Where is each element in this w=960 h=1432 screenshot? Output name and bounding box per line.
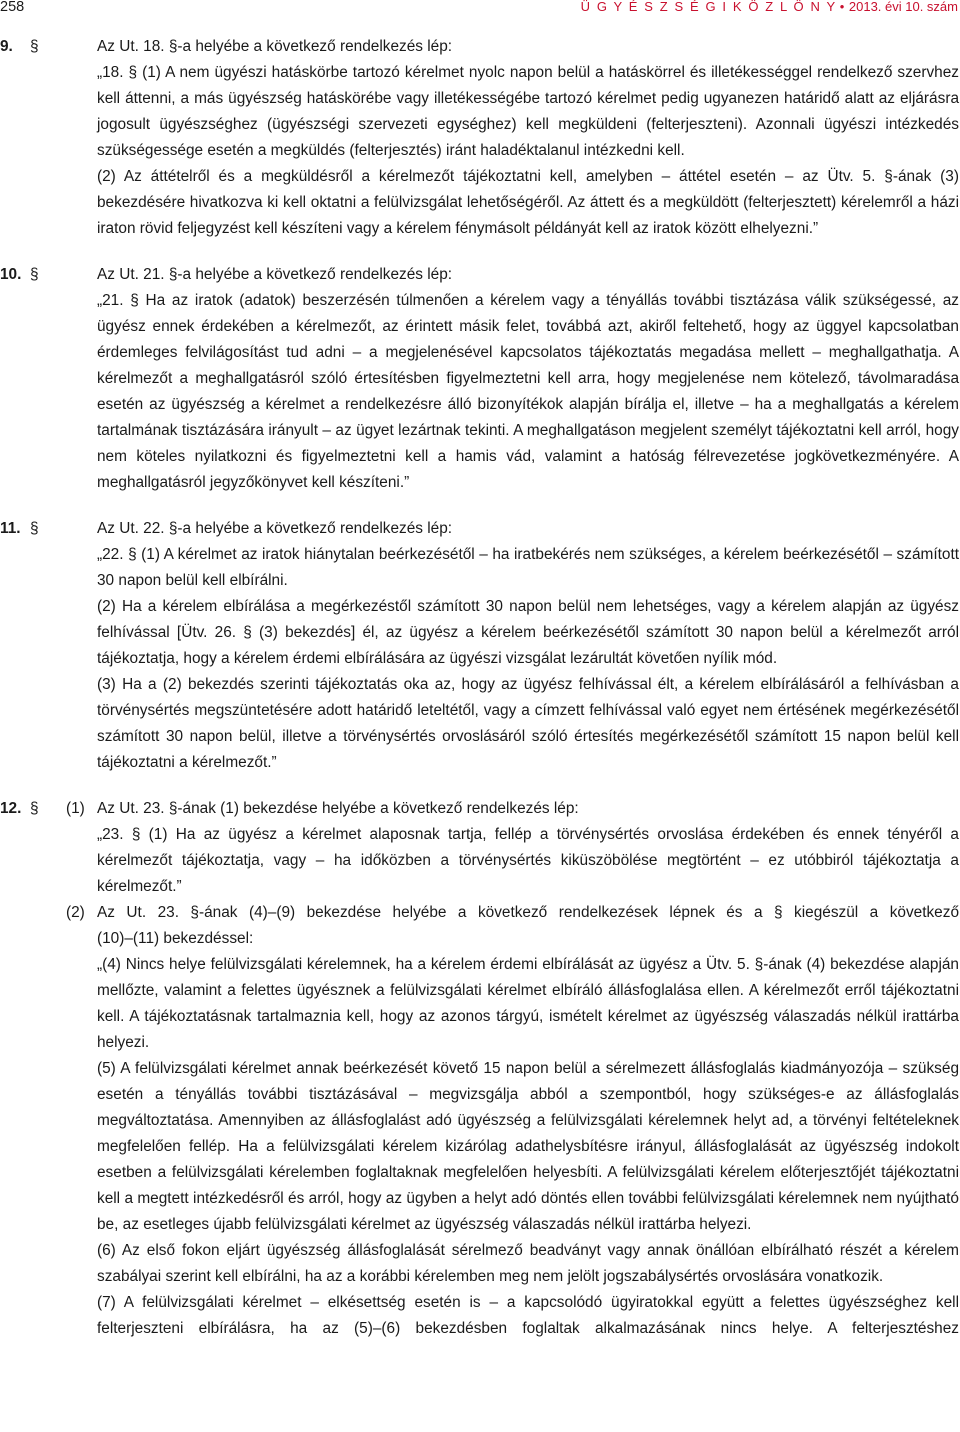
section-12 — [0, 796, 960, 1342]
section-number: 12. — [0, 800, 22, 817]
paragraph: „18. § (1) A nem ügyészi hatáskörbe tartozó kérelmet nyolc napon belül a hatáskörrel és illetékességgel rendelkező szervhez kell áttenni, a más ügyészség hatáskörébe vagy illetékességébe tartozó kérelmet pedig ugyanezen határidő alatt az eljárásra jogosult ügyészséghez (ügyészségi szervezeti egységhez) kell megküldeni (felterjeszteni). Azonnali ügyészi intézkedés szükségessége esetén a megküldés (felterjesztés) iránt haladéktalanul intézkedni kell. — [97, 64, 959, 159]
paragraph: (6) Az első fokon eljárt ügyészség állásfoglalását sérelmező beadványt vagy annak önállóan elbírálható részét a kérelem szabályai szerint kell elbírálni, ha az a korábbi kérelemben meg nem jelölt jogszabálysértés orvoslására vonatkozik. — [97, 1242, 959, 1285]
page-number: 258 — [0, 0, 25, 15]
paragraph: (2) Ha a kérelem elbírálása a megérkezéstől számított 30 napon belül nem lehetséges, vagy a kérelem alapján az ügyész felhívással [Ütv. 26. § (3) bekezdés] él, az ügyész a kérelem beérkezésétől számított 30 napon belül a kérelmezőt arról tájékoztatja, hogy a kérelem érdemi elbírálására az ügyészi vizsgálat lezárultát követően nyílik mód. — [97, 598, 959, 667]
paragraph: „(4) Nincs helye felülvizsgálati kérelemnek, ha a kérelem érdemi elbírálását az ügyész a Ütv. 5. §-ának (4) bekezdése alapján mellőzte, valamint a felettes ügyésznek a felülvizsgálati kérelmet elbíráló állásfoglalása ellen. A kérelmezőt erről tájékoztatni kell. A tájékoztatásnak tartalmaznia kell, hogy az azonos tárgyú, ismételt kérelmet az ügyészség válaszadás nélkül irattárba helyezi. — [97, 956, 959, 1051]
section-sign: § — [30, 800, 39, 817]
issue-label: 2013. évi 10. szám — [848, 0, 958, 14]
paragraph: „22. § (1) A kérelmet az iratok hiánytalan beérkezésétől – ha iratbekérés nem szükséges, a kérelem beérkezésétől – számított 30 napon belül kell elbírálni. — [97, 546, 959, 589]
paragraph: (2) Az áttételről és a megküldésről a kérelmezőt tájékoztatni kell, amelyben – áttétel esetén – az Ütv. 5. §-ának (3) bekezdésére hivatkozva ki kell oktatni a felülvizsgálat lehetőségéről. Az áttett és a megküldött (felterjesztett) kérelemről a házi iraton rövid feljegyzést kell készíteni vagy a kérelem fénymásolt példányát kell az iratok között elhelyezni.” — [97, 168, 959, 237]
section-intro: Az Ut. 21. §-a helyébe a következő rendelkezés lép: — [97, 266, 453, 283]
section-text — [97, 542, 959, 776]
section-9 — [0, 34, 960, 242]
section-sign: § — [30, 266, 39, 283]
paragraph: „21. § Ha az iratok (adatok) beszerzésén túlmenően a kérelem vagy a tényállás további tisztázása válik szükségessé, az ügyész ennek érdekében a kérelmezőt, az érintett másik felet, továbbá azt, akiről feltehető, hogy az üggyel kapcsolatban érdemleges felvilágosítást tud adni – a megjelenésével kapcsolatos tájékoztatás megadása mellett – meghallgathatja. A kérelmezőt a meghallgatásról szóló értesítésben figyelmeztetni kell arra, hogy megjelenése nem kötelező, távolmaradása esetén az ügyészség a kérelmet a rendelkezésre álló bizonyítékok alapján bírálja el, illetve – ha a meghallgatás a kérelem tartalmának tisztázására irányult – az ügyet lezártnak tekinti. A meghallgatáson megjelent személyt tájékoztatni kell arról, hogy nem köteles nyilatkozni és figyelmeztetni kell a hamis vád, valamint a hatóság félrevezetése jogkövetkezményére. A meghallgatásról jegyzőkönyvet kell készíteni.” — [97, 292, 959, 491]
section-text — [97, 60, 959, 242]
subsection-intro: Az Ut. 23. §-ának (1) bekezdése helyébe a következő rendelkezés lép: — [97, 800, 579, 817]
subsection-intro-continued: (10)–(11) bekezdéssel: — [97, 930, 254, 947]
section-intro: Az Ut. 18. §-a helyébe a következő rendelkezés lép: — [97, 38, 453, 55]
section-number: 10. — [0, 266, 22, 283]
subsection-head — [0, 900, 960, 926]
subsection-text — [97, 822, 959, 900]
paragraph: „23. § (1) Ha az ügyész a kérelmet alaposnak tartja, fellép a törvénysértés orvoslása érdekében és ennek tényéről a kérelmezőt tájékoztatja, vagy – ha időközben a törvénysértés kiküszöbölése megtörtént – ez utóbbiról tájékoztatja a kérelmezőt.” — [97, 826, 959, 895]
subsection-intro: Az Ut. 23. §-ának (4)–(9) bekezdése helyébe a következő rendelkezések lépnek és a § kiegészül a következő — [97, 904, 959, 921]
subsection-text — [97, 926, 959, 1342]
journal-title: Ü G Y É S Z S É G I K Ö Z L Ö N Y — [580, 0, 837, 14]
section-11 — [0, 516, 960, 776]
section-intro: Az Ut. 22. §-a helyébe a következő rendelkezés lép: — [97, 520, 453, 537]
section-head — [0, 796, 960, 822]
section-number: 9. — [0, 38, 13, 55]
document-body — [0, 34, 960, 1342]
section-sign: § — [30, 520, 39, 537]
section-head — [0, 516, 960, 542]
section-number: 11. — [0, 520, 21, 537]
section-head — [0, 34, 960, 60]
paragraph: (5) A felülvizsgálati kérelmet annak beérkezését követő 15 napon belül a sérelmezett állásfoglalás kiadmányozója – szükség esetén a tényállás további tisztázásával – megvizsgálja abból a szempontból, hogy szükséges-e az állásfoglalás megváltoztatása. Amennyiben az állásfoglalást adó ügyészség a felülvizsgálati kérelemnek helyt ad, a törvényi feltételeknek megfelelően fellép. Ha a felülvizsgálati kérelem kizárólag adathelysbítésre irányul, állásfoglalását az ügyészség indokolt esetben a felülvizsgálati kérelemben foglaltaknak megfelelően helyesbíti. A felülvizsgálati kérelem előterjesztőjét tájékoztatni kell a megtett intézkedésről és arról, hogy az ügyben a helyt adó döntés ellen további felülvizsgálati kérelemnek nem nyújtható be, az esetleges újabb felülvizsgálati kérelmet az ügyészség válaszadás nélkül irattárba helyezi. — [97, 1060, 959, 1233]
page-header — [0, 0, 960, 14]
header-separator: • — [839, 0, 846, 14]
paragraph: (3) Ha a (2) bekezdés szerinti tájékoztatás oka az, hogy az ügyész felhívással élt, a kérelem elbírálásáról a felhívásban a törvénysértés megszüntetésére adott határidő leteltétől, vagy a címzett felhívással való egyet nem értésének megérkezésétől számított 30 napon belül, illetve a törvénysértés orvoslásáról szóló értesítés megérkezésétől számított 15 napon belül kell tájékoztatni a kérelmezőt.” — [97, 676, 959, 771]
paragraph: (7) A felülvizsgálati kérelmet – elkésettség esetén is – a kapcsolódó ügyiratokkal együtt a felettes ügyészséghez kell felterjeszteni elbírálásra, ha az (5)–(6) bekezdésben foglaltak alkalmazásának nincs helye. A felterjesztéshez — [97, 1294, 959, 1337]
subsection-label: (1) — [66, 800, 85, 817]
section-head — [0, 262, 960, 288]
subsection-label: (2) — [66, 904, 85, 921]
journal-header — [581, 0, 958, 14]
section-10 — [0, 262, 960, 496]
section-text — [97, 288, 959, 496]
section-sign: § — [30, 38, 39, 55]
